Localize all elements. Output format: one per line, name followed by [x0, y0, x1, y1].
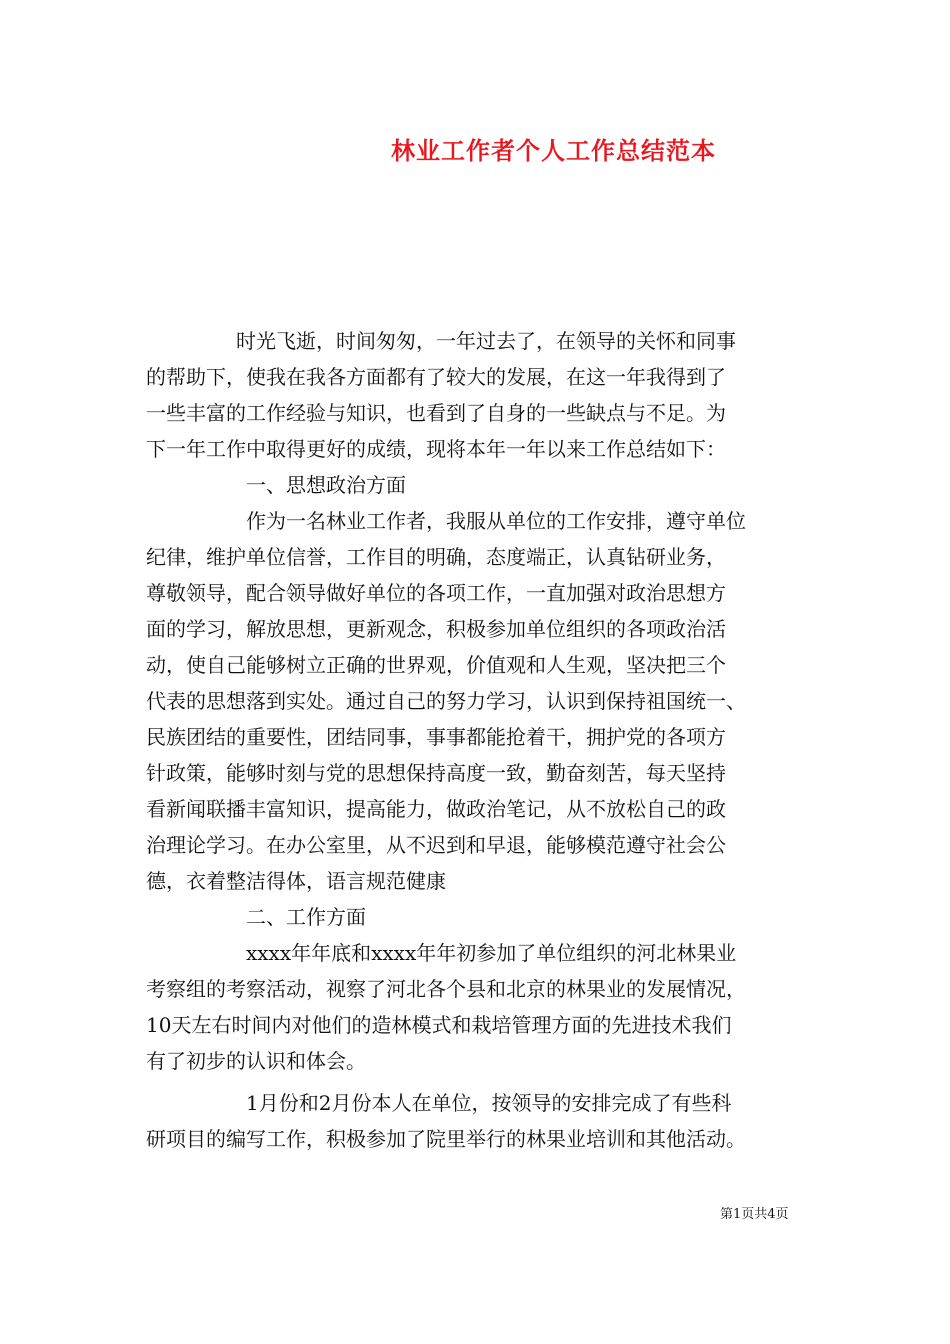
- paragraph-3-line-3: 10天左右时间内对他们的造林模式和栽培管理方面的先进技术我们: [146, 1013, 732, 1037]
- paragraph-2-line-4: 面的学习，解放思想，更新观念，积极参加单位组织的各项政治活: [146, 617, 726, 641]
- paragraph-2-line-6: 代表的思想落到实处。通过自己的努力学习，认识到保持祖国统一、: [146, 689, 746, 713]
- paragraph-2-line-7: 民族团结的重要性，团结同事，事事都能抢着干，拥护党的各项方: [146, 725, 726, 749]
- paragraph-1-line-3: 一些丰富的工作经验与知识，也看到了自身的一些缺点与不足。为: [146, 401, 726, 425]
- paragraph-2-line-9: 看新闻联播丰富知识，提高能力，做政治笔记，从不放松自己的政: [146, 797, 726, 821]
- paragraph-1-line-1: 时光飞逝，时间匆匆，一年过去了，在领导的关怀和同事: [236, 329, 736, 353]
- page-number: 第1页共4页: [720, 1207, 789, 1222]
- section-heading-2: 二、工作方面: [246, 905, 366, 929]
- paragraph-2-line-3: 尊敬领导，配合领导做好单位的各项工作，一直加强对政治思想方: [146, 581, 726, 605]
- paragraph-2-line-5: 动，使自己能够树立正确的世界观，价值观和人生观，坚决把三个: [146, 653, 726, 677]
- paragraph-1-line-2: 的帮助下，使我在我各方面都有了较大的发展，在这一年我得到了: [146, 365, 726, 389]
- paragraph-1-line-4: 下一年工作中取得更好的成绩，现将本年一年以来工作总结如下：: [146, 437, 726, 461]
- paragraph-2-line-10: 治理论学习。在办公室里，从不迟到和早退，能够模范遵守社会公: [146, 833, 726, 857]
- paragraph-4-line-1: 1月份和2月份本人在单位，按领导的安排完成了有些科: [246, 1091, 732, 1115]
- paragraph-2-line-8: 针政策，能够时刻与党的思想保持高度一致，勤奋刻苦，每天坚持: [146, 761, 726, 785]
- paragraph-2-line-2: 纪律，维护单位信誉，工作目的明确，态度端正，认真钻研业务，: [146, 545, 726, 569]
- paragraph-4-line-2: 研项目的编写工作，积极参加了院里举行的林果业培训和其他活动。: [146, 1127, 746, 1151]
- paragraph-3-line-4: 有了初步的认识和体会。: [146, 1049, 366, 1073]
- document-title: 林业工作者个人工作总结范本: [391, 136, 716, 165]
- paragraph-2-line-11: 德，衣着整洁得体，语言规范健康: [146, 869, 446, 893]
- paragraph-2-line-1: 作为一名林业工作者，我服从单位的工作安排，遵守单位: [246, 509, 746, 533]
- paragraph-3-line-2: 考察组的考察活动，视察了河北各个县和北京的林果业的发展情况，: [146, 977, 746, 1001]
- paragraph-3-line-1: xxxx年年底和xxxx年年初参加了单位组织的河北林果业: [246, 941, 737, 965]
- document-body: [146, 323, 818, 1157]
- section-heading-1: 一、思想政治方面: [246, 473, 406, 497]
